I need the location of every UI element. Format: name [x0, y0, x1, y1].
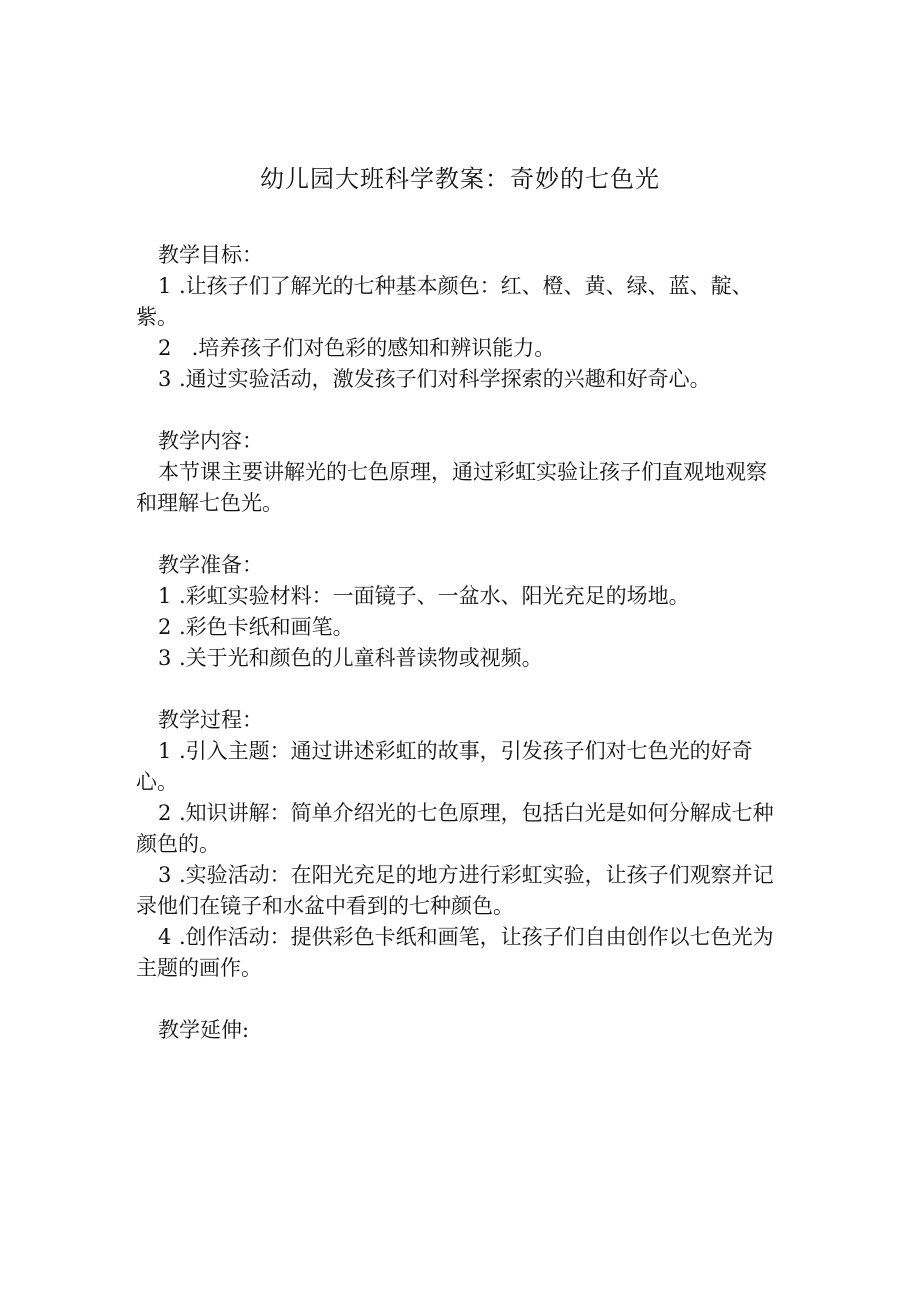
section-heading: 教学延伸: [158, 1018, 250, 1042]
item-text: .实验活动：在阳光充足的地方进行彩虹实验，让孩子们观察并记录他们在镜子和水盆中看到的七种颜色。 [136, 863, 774, 918]
item-number: 3 [158, 646, 172, 670]
item-text: .彩虹实验材料：一面镜子、一盆水、阳光充足的场地。 [179, 584, 690, 608]
item-number: 3 [158, 367, 172, 391]
section-heading: 教学内容： [158, 429, 263, 453]
item-number: 2 [158, 801, 172, 825]
item-text: .引入主题：通过讲述彩虹的故事，引发孩子们对七色光的好奇心。 [136, 739, 753, 794]
document-body [136, 240, 786, 1077]
item-text: .彩色卡纸和画笔。 [179, 615, 354, 639]
list-item [136, 643, 786, 674]
list-item [136, 271, 786, 333]
item-number: 4 [158, 925, 172, 949]
paragraph: 本节课主要讲解光的七色原理，通过彩虹实验让孩子们直观地观察和理解七色光。 [136, 460, 767, 515]
item-text: .让孩子们了解光的七种基本颜色：红、橙、黄、绿、蓝、靛、紫。 [136, 274, 753, 329]
item-text: .创作活动：提供彩色卡纸和画笔，让孩子们自由创作以七色光为主题的画作。 [136, 925, 774, 980]
item-number: 3 [158, 863, 172, 887]
section-teaching-preparation [136, 550, 786, 674]
item-number: 1 [158, 584, 172, 608]
list-item [136, 612, 786, 643]
section-teaching-goals [136, 240, 786, 395]
section-heading: 教学过程： [158, 708, 263, 732]
list-item [136, 860, 786, 922]
list-item [136, 333, 786, 364]
section-teaching-process [136, 705, 786, 984]
item-text: .知识讲解：简单介绍光的七色原理，包括白光是如何分解成七种颜色的。 [136, 801, 774, 856]
list-item [136, 798, 786, 860]
item-number: 1 [158, 274, 172, 298]
list-item [136, 581, 786, 612]
item-text: .通过实验活动，激发孩子们对科学探索的兴趣和好奇心。 [179, 367, 711, 391]
section-teaching-content [136, 426, 786, 519]
section-teaching-extension [136, 1015, 786, 1046]
section-heading: 教学目标： [158, 243, 263, 267]
list-item [136, 922, 786, 984]
list-item [136, 364, 786, 395]
item-number: 1 [158, 739, 172, 763]
item-number: 2 [158, 615, 172, 639]
item-text: .关于光和颜色的儿童科普读物或视频。 [179, 646, 543, 670]
document-title: 幼儿园大班科学教案：奇妙的七色光 [260, 165, 660, 193]
section-heading: 教学准备： [158, 553, 263, 577]
item-text: .培养孩子们对色彩的感知和辨识能力。 [191, 336, 556, 360]
item-number: 2 [158, 336, 172, 360]
list-item [136, 736, 786, 798]
